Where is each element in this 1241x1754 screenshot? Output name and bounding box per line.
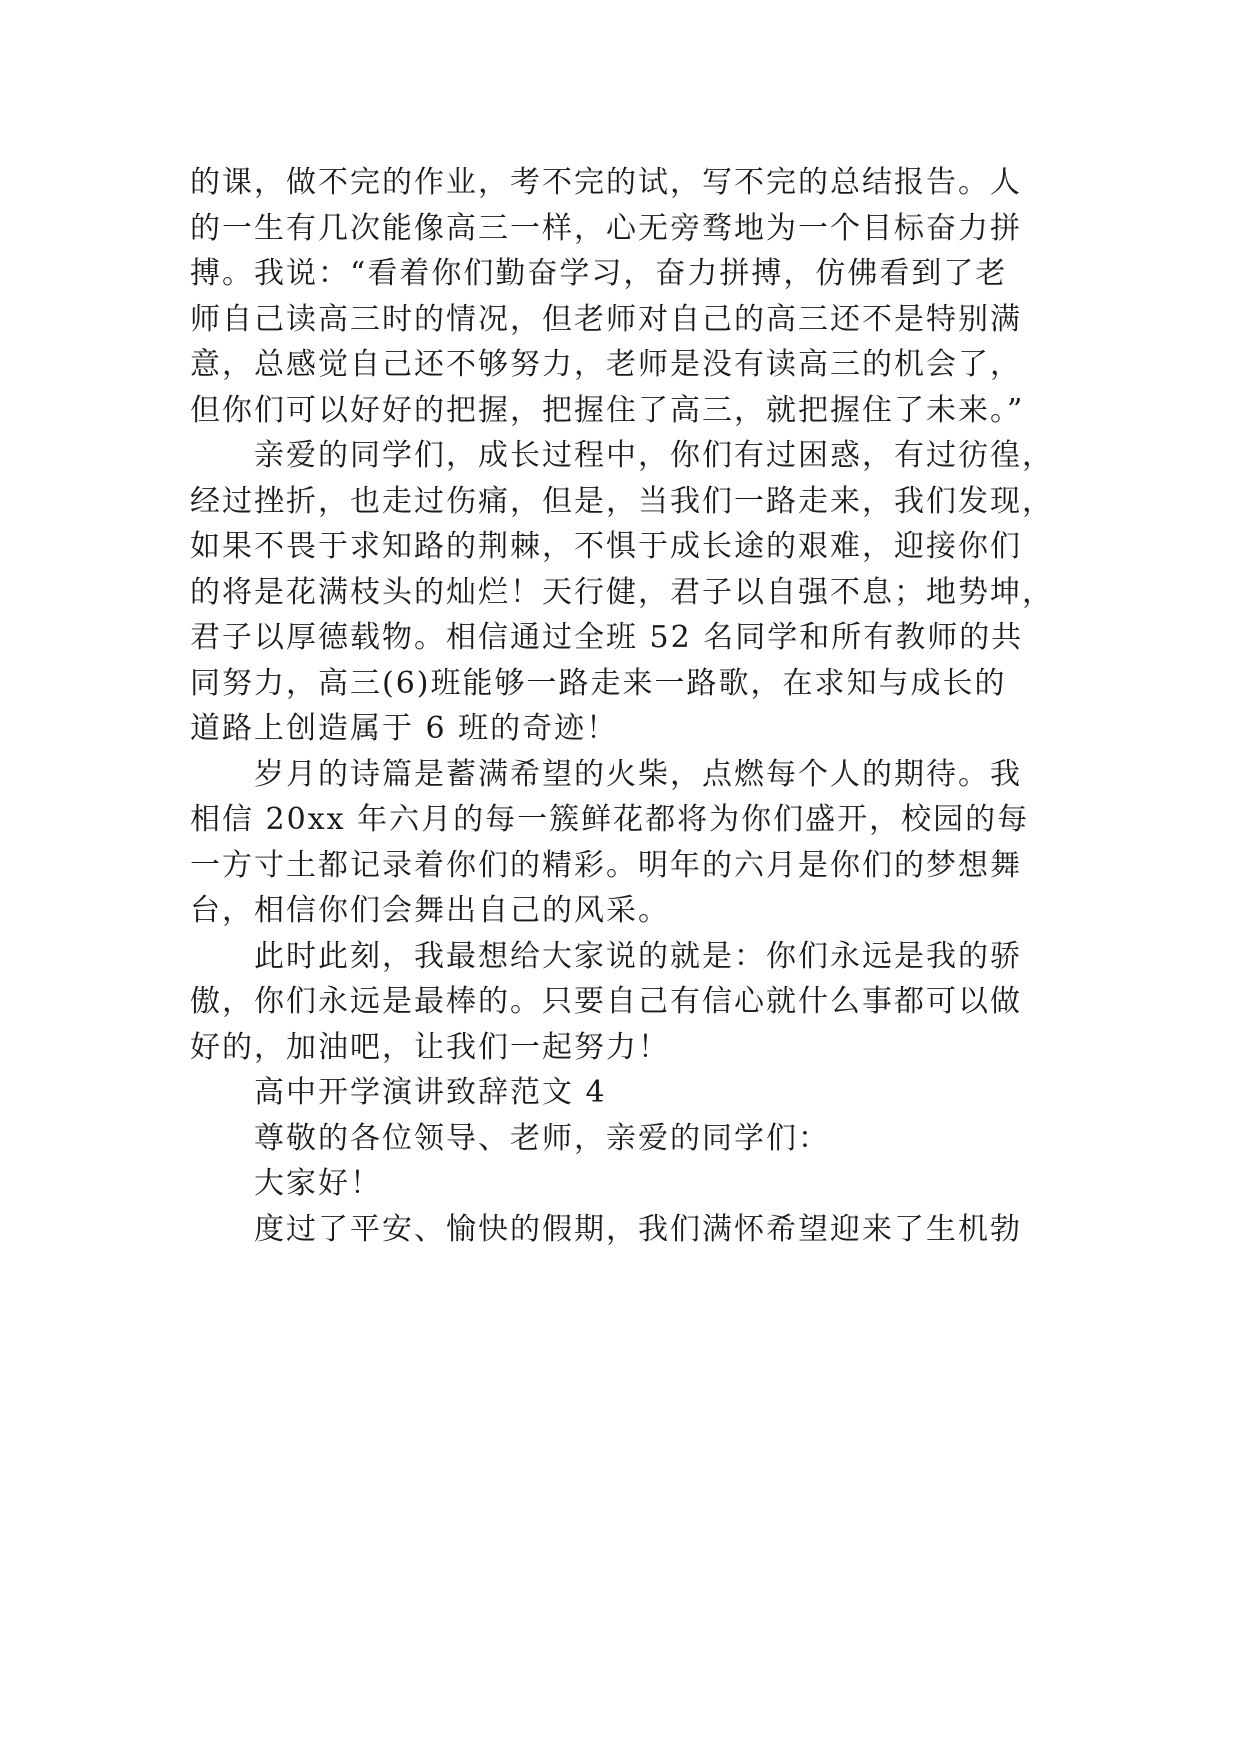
- text-line: 好的，加油吧，让我们一起努力！: [190, 1029, 670, 1065]
- paragraph-start-line: 度过了平安、愉快的假期，我们满怀希望迎来了生机勃: [254, 1211, 1022, 1247]
- section-heading: 高中开学演讲致辞范文 4: [254, 1075, 607, 1110]
- text-line: 相信 20xx 年六月的每一簇鲜花都将为你们盛开，校园的每: [190, 802, 1030, 837]
- text-line: 搏。我说：“看着你们勤奋学习，奋力拼搏，仿佛看到了老: [190, 256, 1008, 291]
- paragraph-start-line: 此时此刻，我最想给大家说的就是：你们永远是我的骄: [254, 938, 1022, 974]
- text-line: 的将是花满枝头的灿烂！天行健，君子以自强不息；地势坤，: [190, 574, 1054, 610]
- text-line: 君子以厚德载物。相信通过全班 52 名同学和所有教师的共: [190, 620, 1024, 655]
- text-line: 的一生有几次能像高三一样，心无旁骛地为一个目标奋力拼: [190, 210, 1022, 246]
- text-line: 如果不畏于求知路的荆棘，不惧于成长途的艰难，迎接你们: [190, 529, 1022, 564]
- text-line: 一方寸土都记录着你们的精彩。明年的六月是你们的梦想舞: [190, 847, 1022, 883]
- text-line: 同努力，高三(6)班能够一路走来一路歌，在求知与成长的: [190, 665, 1007, 701]
- text-line: 的课，做不完的作业，考不完的试，写不完的总结报告。人: [190, 165, 1022, 200]
- text-line: 意，总感觉自己还不够努力，老师是没有读高三的机会了，: [190, 347, 1022, 382]
- document-body: [190, 160, 1070, 1252]
- paragraph-start-line: 岁月的诗篇是蓄满希望的火柴，点燃每个人的期待。我: [254, 756, 1022, 792]
- paragraph-start-line: 亲爱的同学们，成长过程中，你们有过困惑，有过彷徨，: [254, 438, 1054, 473]
- text-line: 经过挫折，也走过伤痛，但是，当我们一路走来，我们发现，: [190, 483, 1054, 519]
- text-line: 但你们可以好好的把握，把握住了高三，就把握住了未来。”: [190, 392, 1025, 428]
- text-line: 师自己读高三时的情况，但老师对自己的高三还不是特别满: [190, 301, 1022, 337]
- greeting-line: 大家好！: [254, 1166, 382, 1201]
- text-line: 台，相信你们会舞出自己的风采。: [190, 893, 670, 928]
- text-line: 道路上创造属于 6 班的奇迹！: [190, 711, 619, 746]
- text-line: 傲，你们永远是最棒的。只要自己有信心就什么事都可以做: [190, 984, 1022, 1019]
- salutation-line: 尊敬的各位领导、老师，亲爱的同学们：: [254, 1120, 830, 1156]
